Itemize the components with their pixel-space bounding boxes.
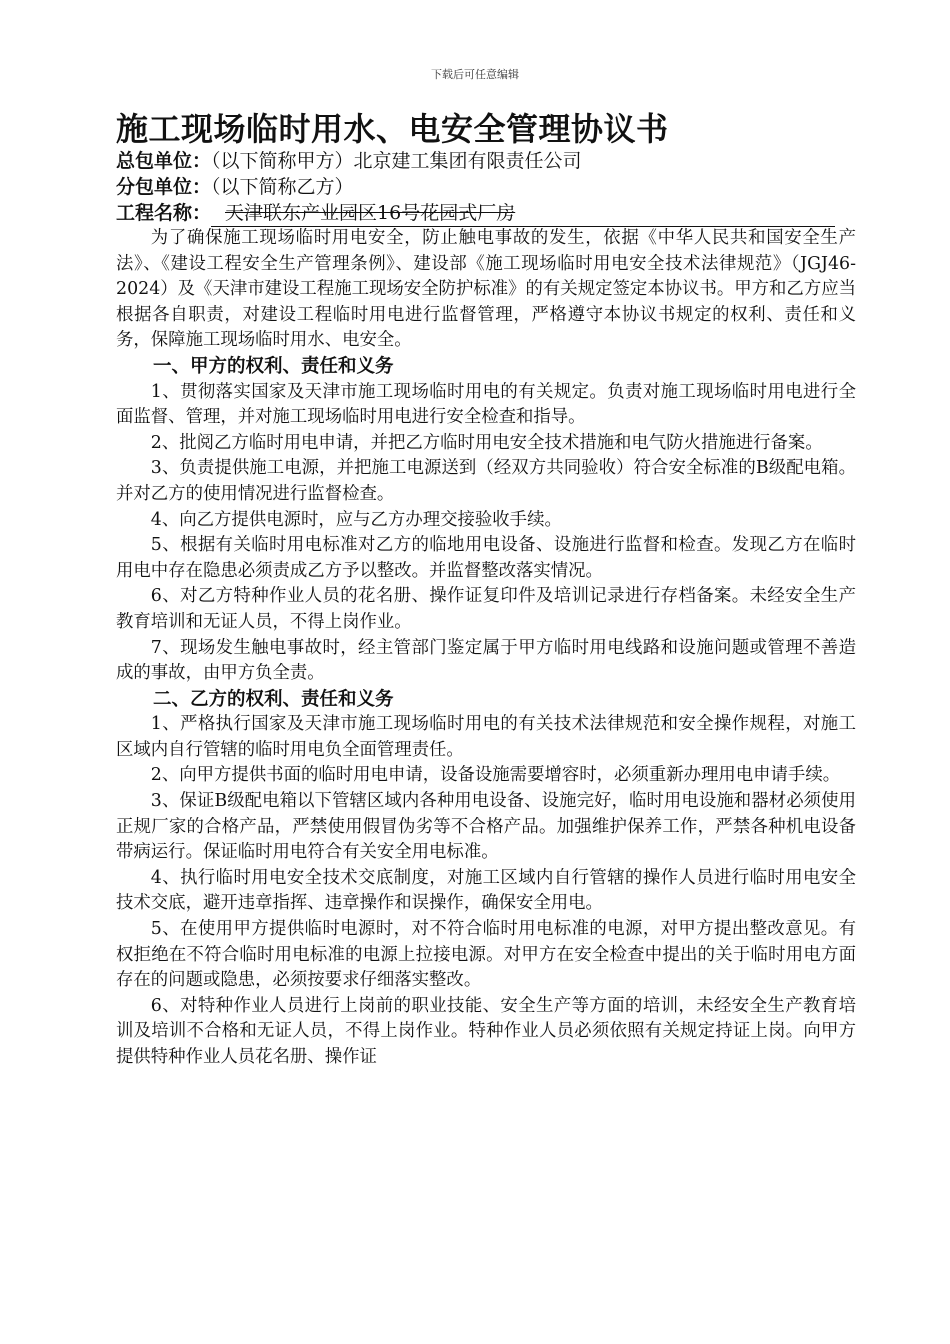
section2-item: 3、保证B级配电箱以下管辖区域内各种用电设备、设施完好，临时用电设施和器材必须使用正规厂家的合格产品，严禁使用假冒伪劣等不合格产品。加强维护保养工作，严禁各种机电设备带病运行。保证临时用电符合有关安全用电标准。: [116, 791, 856, 863]
section1-item: 5、根据有关临时用电标准对乙方的临地用电设备、设施进行监督和检查。发现乙方在临时用电中存在隐患必须责成乙方予以整改。并监督整改落实情况。: [116, 535, 856, 581]
document-title: 施工现场临时用水、电安全管理协议书: [116, 110, 669, 148]
project-value: 天津联东产业园区16号花园式厂房: [211, 200, 835, 227]
section2-item: 2、向甲方提供书面的临时用电申请，设备设施需要增容时，必须重新办理用电申请手续。: [150, 765, 841, 786]
agreement-body: [116, 226, 856, 1071]
section1-item: 1、贯彻落实国家及天津市施工现场临时用电的有关规定。负责对施工现场临时用电进行全面监督、管理，并对施工现场临时用电进行安全检查和指导。: [116, 381, 856, 428]
intro-paragraph: 为了确保施工现场临时用电安全，防止触电事故的发生，依据《中华人民共和国安全生产法》、《建设工程安全生产管理条例》、建设部《施工现场临时用电安全技术法律规范》（JGJ46-2024）及《天津市建设工程施工现场安全防护标准》的有关规定签定本协议书。甲方和乙方应当根据各自职责，对建设工程临时用电进行监督管理，严格遵守本协议书规定的权利、责任和义务，保障施工现场临时用水、电安全。: [116, 228, 856, 351]
section2-item: 5、在使用甲方提供临时电源时，对不符合临时用电标准的电源，对甲方提出整改意见。有权拒绝在不符合临时用电标准的电源上拉接电源。对甲方在安全检查中提出的关于临时用电方面存在的问题或隐患，必须按要求仔细落实整改。: [116, 919, 856, 991]
general-contractor-value: （以下简称甲方）北京建工集团有限责任公司: [211, 150, 582, 172]
section2-item: 6、对特种作业人员进行上岗前的职业技能、安全生产等方面的培训，未经安全生产教育培训及培训不合格和无证人员，不得上岗作业。特种作业人员必须依照有关规定持证上岗。向甲方提供特种作业人员花名册、操作证: [116, 995, 856, 1067]
header-note: 下载后可任意编辑: [431, 68, 519, 81]
subcontractor-line: [116, 174, 354, 200]
section1-heading: 一、甲方的权利、责任和义务: [153, 355, 394, 377]
project-label: 工程名称：: [116, 202, 212, 224]
section2-heading: 二、乙方的权利、责任和义务: [153, 688, 394, 710]
general-contractor-line: [116, 148, 582, 174]
general-contractor-label: 总包单位：: [116, 150, 212, 172]
subcontractor-label: 分包单位：: [116, 176, 212, 198]
subcontractor-value: （以下简称乙方）: [211, 176, 354, 198]
section1-item: 3、负责提供施工电源，并把施工电源送到（经双方共同验收）符合安全标准的B级配电箱。并对乙方的使用情况进行监督检查。: [116, 458, 856, 504]
section2-item: 1、严格执行国家及天津市施工现场临时用电的有关技术法律规范和安全操作规程，对施工区域内自行管辖的临时用电负全面管理责任。: [116, 714, 856, 760]
project-line: [116, 200, 835, 227]
section1-item: 7、现场发生触电事故时，经主管部门鉴定属于甲方临时用电线路和设施问题或管理不善造成的事故，由甲方负全责。: [116, 637, 856, 684]
section2-item: 4、执行临时用电安全技术交底制度，对施工区域内自行管辖的操作人员进行临时用电安全技术交底，避开违章指挥、违章操作和误操作，确保安全用电。: [116, 867, 856, 914]
section1-item: 6、对乙方特种作业人员的花名册、操作证复印件及培训记录进行存档备案。未经安全生产教育培训和无证人员，不得上岗作业。: [116, 586, 856, 632]
section1-item: 4、向乙方提供电源时，应与乙方办理交接验收手续。: [150, 509, 562, 530]
section1-item: 2、批阅乙方临时用电申请，并把乙方临时用电安全技术措施和电气防火措施进行备案。: [150, 432, 823, 453]
